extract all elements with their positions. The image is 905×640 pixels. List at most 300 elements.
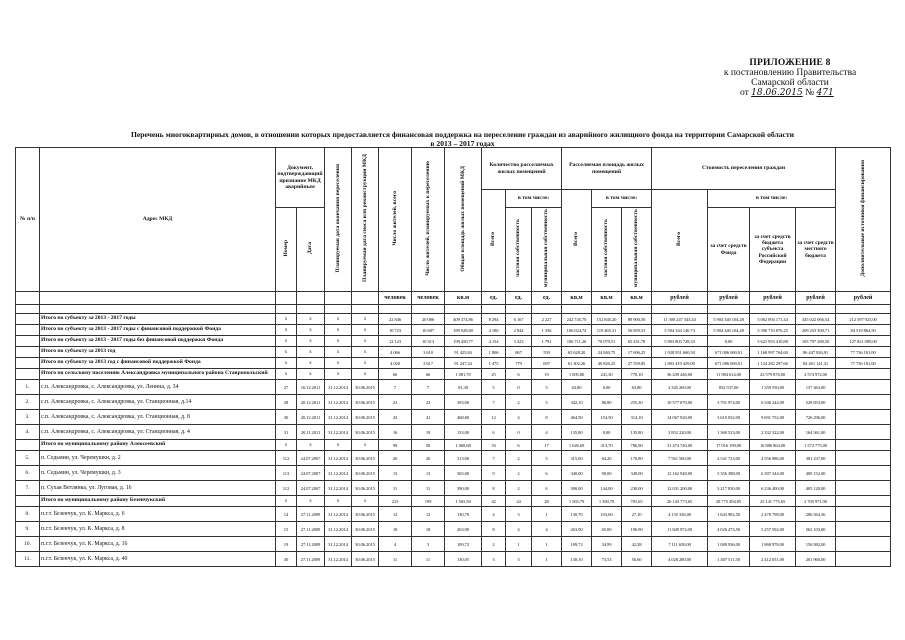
value-cell: 390,00 xyxy=(562,481,592,496)
mark-cell: x xyxy=(276,440,297,451)
value-cell: 91 247,24 xyxy=(445,358,482,369)
value-cell: 1 407 511,50 xyxy=(708,552,750,567)
value-cell: 3 xyxy=(506,507,532,522)
value-cell: 11 xyxy=(379,481,412,496)
summary-label: Итого по субъекту за 2013 год xyxy=(40,347,276,358)
num-cell xyxy=(16,358,40,369)
appendix-block xyxy=(690,58,890,98)
value-cell: 9 691 752,00 xyxy=(750,410,796,425)
value-cell: 6 397 344,00 xyxy=(750,466,796,481)
end-date: 31.12.2014 xyxy=(325,425,352,440)
doc-number: 15 xyxy=(276,522,297,537)
value-cell: 23 xyxy=(412,395,445,410)
summary-row xyxy=(16,325,891,336)
number-value: 471 xyxy=(816,88,834,98)
value-cell: 7 xyxy=(482,395,506,410)
value-cell xyxy=(836,380,891,395)
value-cell: 3 610 032,00 xyxy=(708,410,750,425)
value-cell: 263,90 xyxy=(562,522,592,537)
value-cell: 1 xyxy=(532,552,562,567)
value-cell: 133,00 xyxy=(445,425,482,440)
doc-number: 31 xyxy=(276,425,297,440)
end-date: 31.12.2014 xyxy=(325,466,352,481)
doc-number: 30 xyxy=(276,552,297,567)
header-rooms-municipal: муниципальная собственность xyxy=(532,208,562,292)
doc-date: 16.12.2011 xyxy=(297,380,325,395)
value-cell: 2 412 051,00 xyxy=(750,552,796,567)
header-area-group: Расселяемая площадь жилых помещений xyxy=(562,148,652,190)
value-cell: 41 xyxy=(412,410,445,425)
value-cell: 24 xyxy=(506,496,532,507)
value-cell: 5 504 344 140,73 xyxy=(652,325,708,336)
appendix-heading: ПРИЛОЖЕНИЕ 8 xyxy=(749,58,831,68)
value-cell: 27,10 xyxy=(622,507,652,522)
value-cell: 56 859,53 xyxy=(622,325,652,336)
mark-cell: x xyxy=(276,314,297,325)
unit-cell: ед. xyxy=(482,292,506,305)
value-cell: 73,53 xyxy=(592,552,622,567)
value-cell: 152 845,20 xyxy=(592,314,622,325)
value-cell: 17 xyxy=(532,440,562,451)
doc-number: 112 xyxy=(276,451,297,466)
value-cell: 63,80 xyxy=(622,380,652,395)
value-cell: 164 361,00 xyxy=(796,425,836,440)
value-cell: 4 xyxy=(506,522,532,537)
end-date: 31.12.2014 xyxy=(325,507,352,522)
row-address: п. Седьмин, ул. Черемушки, д. 3 xyxy=(40,466,276,481)
value-cell: 5 062 894 171,44 xyxy=(750,314,796,325)
header-num: № п/п xyxy=(16,148,40,292)
value-cell: 130,70 xyxy=(445,507,482,522)
doc-number: 27 xyxy=(276,380,297,395)
value-cell: 313,00 xyxy=(445,451,482,466)
spacer-row xyxy=(16,305,891,314)
row-number: 4. xyxy=(16,425,40,440)
value-cell: 7 xyxy=(412,380,445,395)
value-cell: 0 xyxy=(506,425,532,440)
value-cell xyxy=(836,522,891,537)
unit-cell: рублей xyxy=(708,292,750,305)
value-cell: 559 xyxy=(532,347,562,358)
header-rooms-incl: в том числе: xyxy=(506,190,562,208)
value-cell: 89 900,50 xyxy=(622,314,652,325)
value-cell: 5 xyxy=(532,395,562,410)
demolish-date: 30.06.2015 xyxy=(352,481,379,496)
table-row xyxy=(16,552,891,567)
value-cell: 2 xyxy=(506,451,532,466)
doc-number: 30 xyxy=(276,410,297,425)
header-rooms-private: частная собственность xyxy=(506,208,532,292)
value-cell: 209 253 300,71 xyxy=(796,325,836,336)
value-cell: 58 xyxy=(412,440,445,451)
unit-cell: рублей xyxy=(750,292,796,305)
header-demolish-date: Планируемая дата сноса или реконструкции МКД xyxy=(352,148,379,292)
header-area-total: Всего xyxy=(562,190,592,292)
value-cell: 40 820,25 xyxy=(592,358,622,369)
value-cell: 4 xyxy=(379,537,412,552)
value-cell: 135,80 xyxy=(622,425,652,440)
value-cell: 28 xyxy=(532,496,562,507)
value-cell: 24 840,75 xyxy=(592,347,622,358)
value-cell: 393,00 xyxy=(445,395,482,410)
value-cell xyxy=(836,466,891,481)
value-cell: 1 565,50 xyxy=(445,496,482,507)
mark-cell: x xyxy=(276,358,297,369)
mark-cell: x xyxy=(276,336,297,347)
value-cell: 1 xyxy=(532,507,562,522)
value-cell: 1 360 523,00 xyxy=(708,425,750,440)
value-cell: 199 450,77 xyxy=(445,336,482,347)
appendix-line-3: Самарской области xyxy=(751,78,829,88)
value-cell: 11 xyxy=(412,552,445,567)
value-cell: 6 xyxy=(532,481,562,496)
value-cell: 464,50 xyxy=(562,410,592,425)
value-cell: 1 081,70 xyxy=(445,369,482,380)
value-cell: 314,10 xyxy=(622,410,652,425)
row-address: п.г.т. Безенчук, ул. К. Маркса, д. 16 xyxy=(40,537,276,552)
doc-date: 27.11.2009 xyxy=(297,522,325,537)
value-cell: 7 561 560,00 xyxy=(652,451,708,466)
value-cell: 2 xyxy=(506,481,532,496)
row-number: 5. xyxy=(16,451,40,466)
table-row xyxy=(16,410,891,425)
value-cell: 99 xyxy=(379,440,412,451)
value-cell: 1 803 419 429,00 xyxy=(652,358,708,369)
value-cell xyxy=(836,425,891,440)
header-extra-sources: Дополнительные источники финансирования xyxy=(836,148,891,292)
mark-cell: x xyxy=(297,336,325,347)
table-row xyxy=(16,507,891,522)
summary-label: Итого по муниципальному району Алексеевский xyxy=(40,440,276,451)
value-cell: 4 135 336,00 xyxy=(652,507,708,522)
value-cell: 2 345 260,00 xyxy=(652,380,708,395)
date-prefix: от xyxy=(740,88,749,98)
appendix-line-2: к постановлению Правительства xyxy=(723,68,857,78)
mark-cell: x xyxy=(352,347,379,358)
value-cell: 109,72 xyxy=(562,537,592,552)
value-cell xyxy=(836,451,891,466)
mark-cell: x xyxy=(297,369,325,380)
summary-row xyxy=(16,347,891,358)
value-cell: 2 xyxy=(506,466,532,481)
title-line-1: Перечень многоквартирных домов, в отношении которых предоставляется финансовая поддержка на переселение граждан из аварийного жилищного фонда на территории Самарской области xyxy=(130,130,795,139)
num-cell xyxy=(16,369,40,380)
value-cell: 349,00 xyxy=(622,466,652,481)
header-cost-total: Всего xyxy=(652,190,708,292)
summary-row xyxy=(16,440,891,451)
value-cell: 241,30 xyxy=(592,369,622,380)
header-area-private: частная собственность xyxy=(592,208,622,292)
value-cell: 61 302,26 xyxy=(562,358,592,369)
value-cell: 2 705 971,90 xyxy=(796,496,836,507)
value-cell: 17 696,25 xyxy=(622,347,652,358)
value-cell: 2 227 xyxy=(532,314,562,325)
value-cell: 106 024,74 xyxy=(562,325,592,336)
value-cell: 4 180 xyxy=(482,325,506,336)
value-cell: 144,00 xyxy=(592,481,622,496)
demolish-date: 30.06.2015 xyxy=(352,395,379,410)
demolish-date: 30.06.2015 xyxy=(352,522,379,537)
row-address: п. Сухая Ветлянка, ул. Луговая, д. 16 xyxy=(40,481,276,496)
value-cell: 84 461 141,31 xyxy=(796,358,836,369)
value-cell: 189 928,69 xyxy=(445,325,482,336)
value-cell: 1 475 xyxy=(482,358,506,369)
value-cell: 5 xyxy=(532,451,562,466)
units-row xyxy=(16,292,891,305)
summary-label: Итого по муниципальному району Безенчукский xyxy=(40,496,276,507)
value-cell: 12 162 940,00 xyxy=(652,466,708,481)
demolish-date: 30.06.2015 xyxy=(352,425,379,440)
value-cell: 1 026,69 xyxy=(562,440,592,451)
value-cell: 170,80 xyxy=(622,451,652,466)
table-row xyxy=(16,451,891,466)
table-row xyxy=(16,481,891,496)
header-residents-total: Число жителей, всего xyxy=(379,148,412,292)
summary-label: Итого по субъекту за 2013 - 2017 годы xyxy=(40,314,276,325)
value-cell: 6 236 400,00 xyxy=(750,481,796,496)
value-cell: 1 168 997 764,60 xyxy=(750,347,796,358)
value-cell: 4 xyxy=(482,507,506,522)
value-cell: 1 390,70 xyxy=(592,496,622,507)
value-cell: 12 xyxy=(412,507,445,522)
value-cell: 11 984 614,00 xyxy=(708,369,750,380)
value-cell: 4 xyxy=(532,522,562,537)
doc-date: 20.12.2011 xyxy=(297,395,325,410)
table-row xyxy=(16,380,891,395)
value-cell: 11 xyxy=(412,481,445,496)
value-cell: 5 803 803 728,33 xyxy=(652,336,708,347)
value-cell: 255,30 xyxy=(622,395,652,410)
num-cell xyxy=(16,496,40,507)
value-cell: 13 xyxy=(379,466,412,481)
summary-row xyxy=(16,314,891,325)
value-cell: 12 xyxy=(379,507,412,522)
mark-cell: x xyxy=(276,496,297,507)
num-cell xyxy=(16,325,40,336)
value-cell: 1 565,79 xyxy=(562,496,592,507)
num-cell xyxy=(16,440,40,451)
unit-cell: ед. xyxy=(532,292,562,305)
row-address: п.г.т. Безенчук, ул. К. Маркса, д. 8 xyxy=(40,522,276,537)
value-cell: 10 687 xyxy=(412,325,445,336)
summary-label: Итого по субъекту за 2013 - 2017 годы без финансовой поддержки Фонда xyxy=(40,336,276,347)
value-cell: 3 xyxy=(412,537,445,552)
demolish-date: 30.06.2015 xyxy=(352,410,379,425)
value-cell: 3 xyxy=(482,552,506,567)
num-cell xyxy=(16,314,40,325)
unit-cell: ед. xyxy=(506,292,532,305)
value-cell: 18 xyxy=(379,522,412,537)
value-cell: 130,70 xyxy=(562,507,592,522)
mark-cell: x xyxy=(297,325,325,336)
value-cell: 26 143 773,65 xyxy=(652,496,708,507)
value-cell: 7 xyxy=(482,451,506,466)
value-cell: 26 xyxy=(379,451,412,466)
value-cell: 86 447 826,91 xyxy=(796,347,836,358)
value-cell: 2 478 798,00 xyxy=(750,507,796,522)
value-cell: 84 519 864,50 xyxy=(836,325,891,336)
value-cell: 3 617 xyxy=(412,358,445,369)
doc-date: 24.07.2007 xyxy=(297,451,325,466)
value-cell: 1 791 xyxy=(532,336,562,347)
row-number: 8. xyxy=(16,507,40,522)
end-date: 31.12.2014 xyxy=(325,395,352,410)
value-cell: 10 723 xyxy=(379,325,412,336)
value-cell: 770,10 xyxy=(622,369,652,380)
num-cell xyxy=(16,336,40,347)
value-cell: 8 xyxy=(532,410,562,425)
doc-number: 14 xyxy=(276,507,297,522)
value-cell: 2 541 723,00 xyxy=(708,451,750,466)
summary-row xyxy=(16,358,891,369)
end-date: 31.12.2014 xyxy=(325,552,352,567)
value-cell: 3 852 220,00 xyxy=(652,425,708,440)
value-cell xyxy=(836,395,891,410)
mark-cell: x xyxy=(297,358,325,369)
value-cell: 867 xyxy=(506,347,532,358)
value-cell: 562 103,00 xyxy=(796,522,836,537)
value-cell: 16 886 864,00 xyxy=(750,440,796,451)
value-cell: 1 124 282 297,66 xyxy=(750,358,796,369)
row-address: п.г.т. Безенчук, ул. К. Маркса, д. 40 xyxy=(40,552,276,567)
value-cell: 2 574 972,00 xyxy=(796,369,836,380)
value-cell: 5 xyxy=(482,380,506,395)
unit-cell: человек xyxy=(412,292,445,305)
value-cell: 23 579 876,00 xyxy=(750,369,796,380)
value-cell: 313,70 xyxy=(592,440,622,451)
header-cost-local: за счет средств местного бюджета xyxy=(796,208,836,292)
doc-number: 19 xyxy=(276,537,297,552)
value-cell: 16 xyxy=(379,425,412,440)
value-cell: 18 xyxy=(412,522,445,537)
value-cell: 671 006 069,01 xyxy=(708,358,750,369)
demolish-date: 30.06.2015 xyxy=(352,451,379,466)
table-body xyxy=(16,292,891,567)
value-cell: 12 123 xyxy=(379,336,412,347)
value-cell: 263,90 xyxy=(445,522,482,537)
mark-cell: x xyxy=(276,325,297,336)
value-cell: 0,00 xyxy=(592,380,622,395)
value-cell: 2 332 322,00 xyxy=(750,425,796,440)
doc-date: 27.11.2009 xyxy=(297,507,325,522)
mark-cell: x xyxy=(325,314,352,325)
value-cell: 31 474 740,00 xyxy=(652,440,708,451)
mark-cell: x xyxy=(325,347,352,358)
header-resettle-end: Планируемая дата окончания переселения xyxy=(325,148,352,292)
mark-cell: x xyxy=(325,496,352,507)
header-cost-incl: в том числе: xyxy=(708,190,836,208)
row-number: 11. xyxy=(16,552,40,567)
doc-date: 20.11.2011 xyxy=(297,425,325,440)
header-rooms-total: Всего xyxy=(482,190,506,292)
value-cell: 8 xyxy=(482,522,506,537)
value-cell: 409 374,86 xyxy=(445,314,482,325)
end-date: 31.12.2014 xyxy=(325,522,352,537)
doc-date: 20.12.2011 xyxy=(297,410,325,425)
end-date: 31.12.2014 xyxy=(325,451,352,466)
mark-cell: x xyxy=(325,358,352,369)
value-cell: 6 xyxy=(506,440,532,451)
unit-cell: кв.м xyxy=(592,292,622,305)
value-cell: 27 559,85 xyxy=(622,358,652,369)
unit-cell: кв.м xyxy=(622,292,652,305)
value-cell: 66 xyxy=(379,369,412,380)
value-cell: 2 xyxy=(506,395,532,410)
value-cell: 9 xyxy=(482,466,506,481)
mark-cell: x xyxy=(297,314,325,325)
value-cell: 6 346 242,00 xyxy=(750,395,796,410)
unit-cell: кв.м xyxy=(562,292,592,305)
unit-cell: рублей xyxy=(652,292,708,305)
table-row xyxy=(16,395,891,410)
unit-cell: рублей xyxy=(796,292,836,305)
row-address: с.п. Александровка, с. Александровка, ул. Станционная, д.14 xyxy=(40,395,276,410)
value-cell: 12 031 200,00 xyxy=(652,481,708,496)
value-cell: 22 846 xyxy=(379,314,412,325)
value-cell: 90,00 xyxy=(592,466,622,481)
value-cell: 4 066 xyxy=(379,347,412,358)
value-cell: 671 006 069,01 xyxy=(708,347,750,358)
value-cell: 409 152,00 xyxy=(796,466,836,481)
value-cell: 832 537,00 xyxy=(708,380,750,395)
value-cell: 340,00 xyxy=(562,466,592,481)
value-cell: 1 336 xyxy=(532,325,562,336)
value-cell: 468,80 xyxy=(445,410,482,425)
value-cell: 56,60 xyxy=(622,552,652,567)
value-cell: 42,38 xyxy=(622,537,652,552)
value-cell: 43 xyxy=(379,410,412,425)
end-date: 31.12.2014 xyxy=(325,410,352,425)
value-cell: 11 xyxy=(379,552,412,567)
row-number: 10. xyxy=(16,537,40,552)
value-cell: 1 868 978,00 xyxy=(750,537,796,552)
value-cell: 6 xyxy=(532,466,562,481)
value-cell: 3 323 xyxy=(506,336,532,347)
value-cell: 77 736 181,00 xyxy=(836,358,891,369)
document-title xyxy=(40,130,885,148)
value-cell xyxy=(836,410,891,425)
value-cell: 23 xyxy=(379,395,412,410)
mark-cell: x xyxy=(352,325,379,336)
value-cell: 4 028 280,00 xyxy=(652,552,708,567)
value-cell: 1 088 936,00 xyxy=(708,537,750,552)
value-cell: 130,10 xyxy=(562,552,592,567)
demolish-date: 30.06.2015 xyxy=(352,552,379,567)
value-cell: 3 xyxy=(506,552,532,567)
value-cell: 390,00 xyxy=(445,481,482,496)
value-cell: 2 844 xyxy=(506,325,532,336)
mark-cell: x xyxy=(297,440,325,451)
value-cell: 17 016 199,00 xyxy=(708,440,750,451)
doc-date: 27.11.2009 xyxy=(297,552,325,567)
summary-row xyxy=(16,496,891,507)
value-cell: 127 821 089,00 xyxy=(836,336,891,347)
value-cell: 3 701 974,00 xyxy=(708,395,750,410)
summary-row xyxy=(16,369,891,380)
row-address: с.п. Александровка, с. Александровка, ул. Ленина, д. 34 xyxy=(40,380,276,395)
value-cell: 7 111 650,00 xyxy=(652,537,708,552)
header-doc-date: Дата xyxy=(297,208,325,292)
value-cell: 86,80 xyxy=(592,395,622,410)
value-cell: 106 711,26 xyxy=(562,336,592,347)
value-cell: 405 120,00 xyxy=(796,481,836,496)
value-cell: 7 xyxy=(379,380,412,395)
row-number: 6. xyxy=(16,466,40,481)
value-cell: 0,00 xyxy=(708,336,750,347)
value-cell: 199 xyxy=(412,496,445,507)
mark-cell: x xyxy=(325,369,352,380)
value-cell: 19 xyxy=(532,369,562,380)
